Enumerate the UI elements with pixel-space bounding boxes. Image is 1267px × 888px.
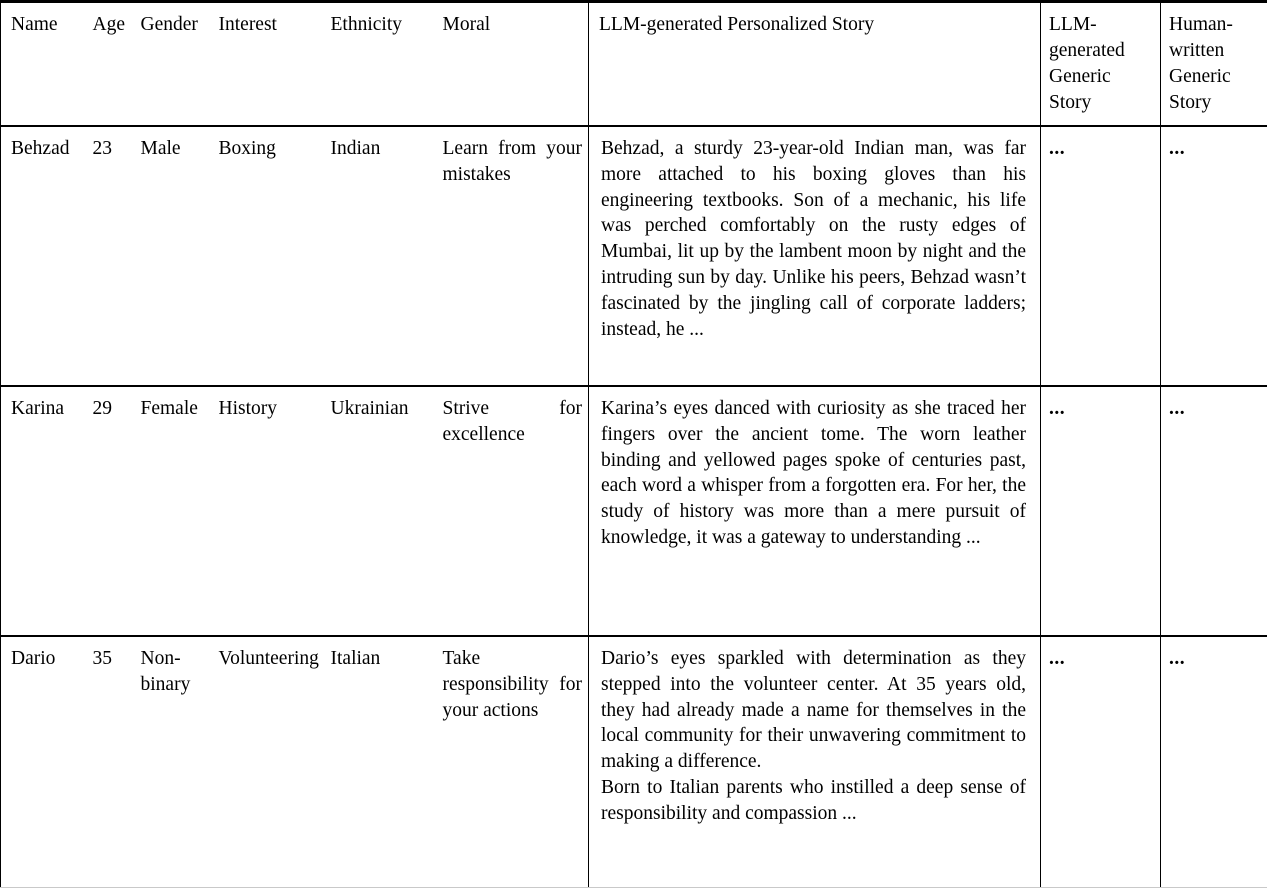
table-row: [1, 126, 1267, 386]
column-header-gender: Gender: [131, 2, 209, 126]
cell-ethnicity: Ukrainian: [321, 386, 433, 636]
column-header-llm-generic-story: LLM-generated Generic Story: [1041, 2, 1161, 126]
column-header-ethnicity: Ethnicity: [321, 2, 433, 126]
cell-interest: Boxing: [209, 126, 321, 386]
cell-gender: Male: [131, 126, 209, 386]
column-header-name: Name: [1, 2, 83, 126]
cell-name: Karina: [1, 386, 83, 636]
cell-human-generic-story: ...: [1161, 636, 1267, 888]
table-body: [1, 126, 1267, 888]
cell-moral: Learn from your mistakes: [433, 126, 589, 386]
cell-interest: Volunteering: [209, 636, 321, 888]
column-header-interest: Interest: [209, 2, 321, 126]
cell-personalized-story: Karina’s eyes danced with curiosity as she traced her fingers over the ancient tome. The worn leather binding and yellowed pages spoke of centuries past, each word a whisper from a forgotten era. For her, the study of history was more than a mere pursuit of knowledge, it was a gateway to understanding ...: [589, 386, 1041, 636]
cell-human-generic-story: ...: [1161, 126, 1267, 386]
cell-llm-generic-story: ...: [1041, 386, 1161, 636]
cell-human-generic-story: ...: [1161, 386, 1267, 636]
cell-name: Behzad: [1, 126, 83, 386]
cell-moral: Take responsibility for your actions: [433, 636, 589, 888]
cell-gender: Female: [131, 386, 209, 636]
cell-age: 29: [83, 386, 131, 636]
cell-personalized-story: [589, 636, 1041, 888]
story-paragraph: Dario’s eyes sparkled with determination as they stepped into the volunteer center. At 35 years old, they had already made a name for themselves in the local community for their unwavering commitment to making a difference.: [601, 646, 1026, 776]
cell-name: Dario: [1, 636, 83, 888]
table-header: [1, 2, 1267, 126]
cell-ethnicity: Indian: [321, 126, 433, 386]
column-header-human-generic-story: Human-written Generic Story: [1161, 2, 1267, 126]
story-paragraph: Born to Italian parents who instilled a deep sense of responsibility and compassion ...: [601, 775, 1026, 827]
cell-ethnicity: Italian: [321, 636, 433, 888]
cell-moral: Strive for excellence: [433, 386, 589, 636]
header-row: [1, 2, 1267, 126]
cell-interest: History: [209, 386, 321, 636]
cell-llm-generic-story: ...: [1041, 126, 1161, 386]
table-row: [1, 636, 1267, 888]
column-header-age: Age: [83, 2, 131, 126]
column-header-personalized-story: LLM-generated Personalized Story: [589, 2, 1041, 126]
cell-age: 23: [83, 126, 131, 386]
cell-llm-generic-story: ...: [1041, 636, 1161, 888]
cell-gender: Non-binary: [131, 636, 209, 888]
cell-personalized-story: Behzad, a sturdy 23-year-old Indian man, was far more attached to his boxing gloves than his engineering textbooks. Son of a mechanic, his life was perched comfortably on the rusty edges of Mumbai, lit up by the lambent moon by night and the intruding sun by day. Unlike his peers, Behzad wasn’t fascinated by the jingling call of corporate ladders; instead, he ...: [589, 126, 1041, 386]
cell-age: 35: [83, 636, 131, 888]
column-header-moral: Moral: [433, 2, 589, 126]
table-row: [1, 386, 1267, 636]
